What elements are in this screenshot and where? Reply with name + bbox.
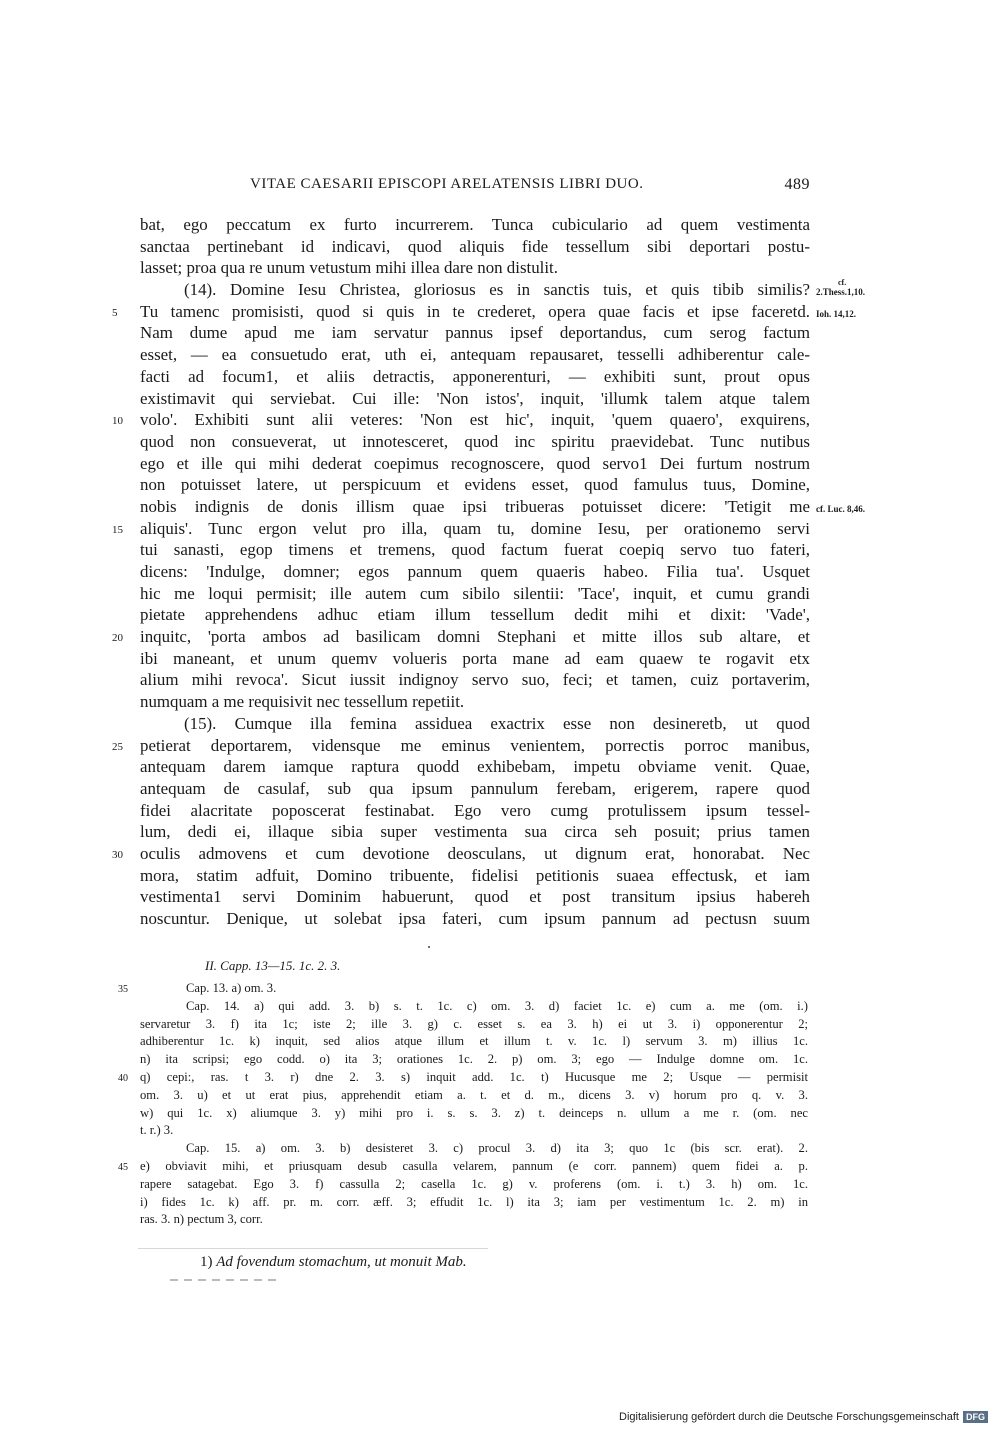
text-line-content: fidei alacritate poposcerat festinabat. Ego vero cumg protulissem ipsum tessel- — [140, 800, 810, 820]
text-line-content: numquam a me requisivit nec tessellum repetiit. — [140, 692, 465, 712]
apparatus-line — [140, 1140, 808, 1158]
apparatus-line — [140, 998, 808, 1016]
footnote — [200, 1254, 467, 1271]
text-line — [112, 409, 810, 431]
text-line-content: antequam de casulaf, sub qua ipsum pannulum ferebam, erigerem, rapere quod — [140, 778, 810, 798]
text-line — [140, 257, 810, 279]
margin-reference-text: 2.Thess.1,10. — [816, 287, 866, 298]
main-text-block — [112, 214, 866, 930]
text-line — [140, 496, 865, 518]
text-line-content: antequam darem iamque raptura quodd exhibebam, impetu obviame venit. Quae, — [140, 757, 810, 777]
text-line-content: oculis admovens et cum devotione deosculans, ut dignum erat, honorabat. Nec — [140, 843, 810, 863]
text-line-content: quod non consueverat, ut innotesceret, quod inc spiritu praevidebat. Tunc nutibus — [140, 431, 810, 451]
text-line — [140, 431, 810, 453]
footnote-marker: 1) — [200, 1254, 213, 1270]
apparatus-line — [140, 1122, 808, 1140]
text-line-content: nobis indignis de donis illism quae ipsi tribueras potuisset dicere: 'Tetigit me — [140, 496, 810, 516]
text-line — [112, 301, 857, 323]
text-line — [140, 583, 810, 605]
text-line — [140, 865, 810, 887]
text-line-content: hic me loqui permisit; ille autem cum sibilo silentii: 'Tace', inquit, et cumu grandi — [140, 583, 810, 603]
text-line-content: sanctaa pertinebant id indicavi, quod aliquis fide tessellum sibi deportari postu- — [140, 236, 810, 256]
text-line — [140, 713, 810, 735]
text-line — [140, 539, 810, 561]
apparatus-line-text: n) ita scripsi; ego codd. o) ita 3; orationes 1c. 2. p) om. 3; ego — Indulge domne om. 1c. — [140, 1052, 808, 1067]
apparatus-line-text: Cap. 15. a) om. 3. b) desisteret 3. c) procul 3. d) ita 3; quo 1c (bis scr. erat). 2. — [186, 1141, 808, 1156]
truncated-line — [170, 1279, 280, 1281]
page-number: 489 — [784, 176, 810, 193]
apparatus-line — [140, 1033, 808, 1051]
text-line-content: inquitc, 'porta ambos ad basilicam domni Stephani et mitte illos sub altare, et — [140, 627, 810, 647]
margin-reference-text: cf. Luc. 8,46. — [816, 503, 865, 514]
line-number: 30 — [112, 848, 123, 861]
apparatus-line — [140, 1211, 808, 1229]
text-line-content: vestimenta1 servi Dominim habuerunt, quod et post transitum ipsius habereh — [140, 887, 810, 907]
apparatus-line — [118, 980, 808, 998]
text-line — [112, 626, 810, 648]
margin-reference — [816, 278, 866, 304]
text-line-content: ego et ille qui mihi dederat coepimus recognoscere, quod servo1 Dei furtum nostrum — [140, 453, 810, 473]
apparatus-line — [140, 1105, 808, 1123]
apparatus-line-text: w) qui 1c. x) aliumque 3. y) mihi pro i. s. s. 3. z) t. deinceps n. ullum a me r. (om. nec — [140, 1105, 808, 1120]
line-number: 5 — [112, 306, 118, 319]
apparatus-line — [140, 1176, 808, 1194]
line-number: 25 — [112, 740, 123, 753]
text-line — [140, 886, 810, 908]
line-number: 20 — [112, 632, 123, 645]
apparatus-line-text: om. 3. u) et ut erat pius, apprehendit etiam a. t. et d. m., dicens 3. v) horum pro q. v. 3. — [140, 1087, 808, 1102]
text-line-content: volo'. Exhibiti sunt alii veteres: 'Non est hic', inquit, 'quem quaero', exquirens, — [140, 410, 810, 430]
text-line — [112, 735, 810, 757]
text-line-content: noscuntur. Denique, ut solebat ipsa fateri, cum ipsum pannum ad pectusn suum — [140, 909, 810, 928]
text-line-content: alium mihi revoca'. Sicut iussit indignoy servo suo, feci; et tamen, cuiz portaverim, — [140, 670, 810, 690]
apparatus-line-text: e) obviavit mihi, et priusquam desub casulla velarem, pannum (e corr. pannem) quem fidei a. p. — [140, 1158, 808, 1173]
text-line — [140, 278, 866, 301]
text-line — [140, 800, 810, 822]
text-line-content: (15). Cumque illa femina assiduea exactrix esse non desineretb, ut quod — [184, 713, 810, 733]
text-line — [140, 322, 810, 344]
line-number: 15 — [112, 523, 123, 536]
text-line-content: petierat deportarem, vidensque me eminus venientem, porrectis porroc manibus, — [140, 735, 810, 755]
text-line-content: esset, — ea consuetudo erat, uth ei, antequam repausaret, tesselli adhiberentur cale- — [140, 345, 810, 365]
credit-text: Digitalisierung gefördert durch die Deutsche Forschungsgemeinschaft — [619, 1411, 959, 1423]
text-line — [140, 908, 810, 930]
text-line — [112, 518, 810, 540]
text-line-content: dicens: 'Indulge, domner; egos pannum quem quaeris habeo. Filia tua'. Usquet — [140, 562, 810, 581]
apparatus-line-text: Cap. 14. a) qui add. 3. b) s. t. 1c. c) om. 3. d) faciet 1c. e) cum a. me (om. i.) — [186, 998, 808, 1013]
text-line — [140, 648, 810, 670]
apparatus-line — [140, 1016, 808, 1034]
text-line-content: pietate apprehendens adhuc etiam illum tessellum dedit mihi et dixit: 'Vade', — [140, 605, 810, 625]
text-line-content: (14). Domine Iesu Christea, gloriosus es in sanctis tuis, et quis tibib similis? — [184, 280, 810, 300]
text-line-content: aliquis'. Tunc ergon velut pro illa, quam tu, domine Iesu, per orationemo servi — [140, 518, 810, 538]
text-line — [140, 366, 810, 388]
line-number: 45 — [118, 1161, 128, 1173]
margin-reference — [816, 304, 856, 326]
separator-dot — [428, 946, 430, 948]
text-line — [140, 236, 810, 258]
text-line-content: bat, ego peccatum ex furto incurrerem. Tunca cubiculario ad quem vestimenta — [140, 215, 810, 234]
line-number: 10 — [112, 415, 123, 428]
text-line — [112, 843, 810, 865]
text-line — [140, 691, 810, 713]
text-line-content: facti ad focum1, et aliis detractis, apponerenturi, — exhibiti sunt, prout opus — [140, 366, 810, 386]
apparatus-line-text: t. r.) 3. — [140, 1123, 174, 1138]
text-line — [140, 474, 810, 496]
apparatus-line-text: Cap. 13. a) om. 3. — [186, 981, 277, 995]
text-line — [140, 344, 810, 366]
text-line — [140, 821, 810, 843]
text-line-content: lum, dedi ei, illaque sibia super vestimenta sua circa seh posuit; prius tamen — [140, 822, 810, 842]
apparatus-line-text: adhiberentur 1c. k) inquit, sed alios atque illum et illum t. v. 1c. l) servum 3. m) illius 1c. — [140, 1034, 808, 1049]
text-line-content: mora, statim adfuit, Domino tribuente, fidelisi petitionis suaea effectusk, et iam — [140, 865, 810, 885]
text-line-content: existimavit qui serviebat. Cui ille: 'Non istos', inquit, 'illumk talem atque talem — [140, 388, 810, 408]
text-line-content: non potuisset latere, ut perspicuum et evidens esset, quod famulus tuus, Domine, — [140, 475, 810, 495]
text-line-content: lasset; proa qua re unum vetustum mihi illea dare non distulit. — [140, 258, 558, 278]
apparatus-line — [118, 1158, 808, 1176]
text-line-content: tui sanasti, egop timens et tremens, quod factum fuerat coepiq servo tuo fateri, — [140, 540, 810, 560]
line-number: 35 — [118, 984, 128, 995]
margin-reference — [816, 499, 865, 521]
apparatus-line-text: servaretur 3. f) ita 1c; iste 2; ille 3. g) c. esset s. ea 3. h) ei ut 3. i) opponerentur 2; — [140, 1016, 808, 1031]
text-line — [140, 778, 810, 800]
text-line — [140, 561, 810, 583]
footnote-text: Ad fovendum stomachum, ut monuit Mab. — [216, 1254, 467, 1270]
apparatus-line-text: i) fides 1c. k) aff. pr. m. corr. æff. 3; effudit 1c. l) ita 3; iam per vestimentum 1c. 2. m) in — [140, 1194, 808, 1209]
text-line — [140, 669, 810, 691]
line-number: 40 — [118, 1072, 128, 1084]
margin-reference-text: Ioh. 14,12. — [816, 308, 857, 319]
running-title: VITAE CAESARII EPISCOPI ARELATENSIS LIBRI DUO. — [250, 176, 644, 192]
critical-apparatus — [118, 980, 808, 1229]
text-line — [140, 214, 810, 236]
apparatus-line-text: rapere satagebat. Ego 3. f) cassulla 2; casella 1c. g) v. proferens (om. i. t.) 3. h) om. 1c. — [140, 1176, 808, 1191]
text-line — [140, 756, 810, 778]
running-header — [140, 176, 810, 198]
text-line — [140, 388, 810, 410]
apparatus-line — [140, 1194, 808, 1212]
apparatus-line-text: ras. 3. n) pectum 3, corr. — [140, 1212, 263, 1227]
apparatus-caption: II. Capp. 13—15. 1c. 2. 3. — [205, 958, 341, 973]
text-line-content: Nam dume apud me iam servatur pannus ipsef deportandus, cum serog factum — [140, 323, 810, 343]
text-line — [140, 604, 810, 626]
dfg-logo: DFG — [963, 1411, 988, 1423]
text-line-content: ibi maneant, et unum quemv volueris porta mane ad eam quaew te rogavit etx — [140, 648, 810, 668]
text-line — [140, 453, 810, 475]
apparatus-line — [140, 1087, 808, 1105]
apparatus-line-text: q) cepi:, ras. t 3. r) dne 2. 3. s) inquit add. 1c. t) Hucusque me 2; Usque — permisit — [140, 1069, 808, 1084]
digitization-credit — [619, 1411, 988, 1423]
apparatus-line — [118, 1069, 808, 1087]
apparatus-line — [140, 1051, 808, 1069]
text-line-content: Tu tamenc promisisti, quod si quis in te crederet, opera quae facis et ipse faceretd. — [140, 301, 810, 321]
footnote-divider — [138, 1248, 488, 1249]
margin-reference-prefix: cf. — [838, 278, 847, 288]
